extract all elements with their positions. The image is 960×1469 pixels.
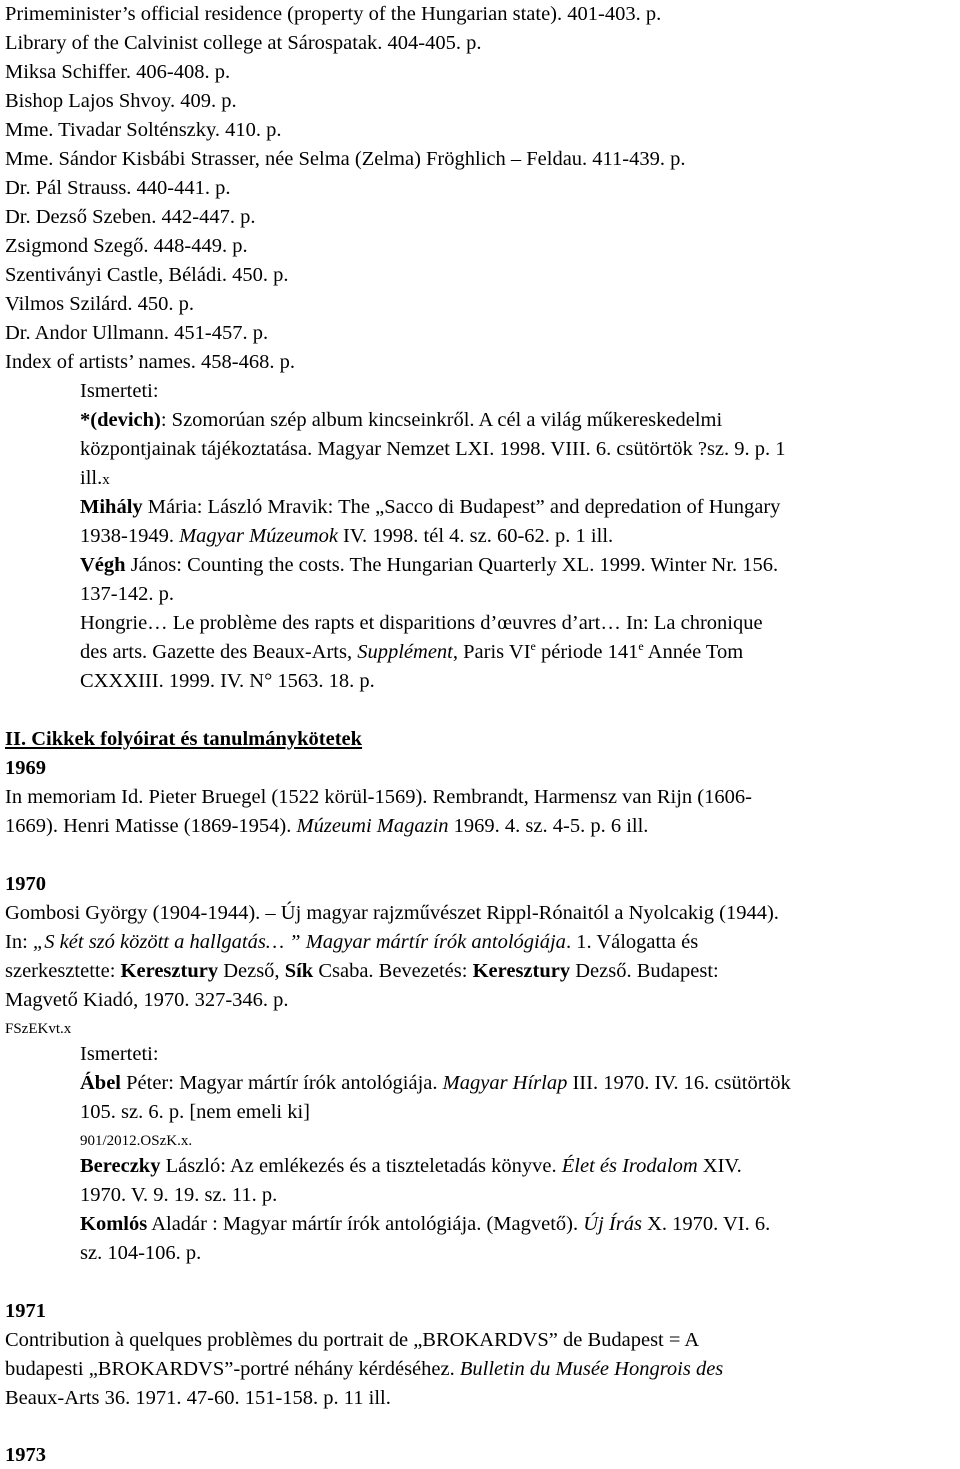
bibliography-entry-cont: [5, 1355, 723, 1383]
review-entry-cont: központjainak tájékoztatása. Magyar Nemzet LXI. 1998. VIII. 6. csütörtök ?sz. 9. p. 1: [80, 438, 786, 460]
list-item: Dr. Andor Ullmann. 451-457. p.: [5, 322, 269, 344]
list-item: Vilmos Szilárd. 450. p.: [5, 293, 194, 315]
review-author: Ábel: [80, 1072, 121, 1094]
year-heading-1970: 1970: [5, 873, 46, 895]
list-item: Dr. Pál Strauss. 440-441. p.: [5, 177, 231, 199]
entry-text: In:: [5, 931, 33, 953]
review-author: *(devich): [80, 409, 161, 431]
bibliography-entry: Contribution à quelques problèmes du portrait de „BROKARDVS” de Budapest = A: [5, 1329, 700, 1351]
review-text: Année Tom: [643, 641, 744, 663]
review-text: IV. 1998. tél 4. sz. 60-62. p. 1 ill.: [337, 525, 614, 547]
review-text: László: Az emlékezés és a tiszteletadás könyve.: [160, 1155, 562, 1177]
list-item: Mme. Tivadar Solténszky. 410. p.: [5, 119, 282, 141]
review-text: X. 1970. VI. 6.: [641, 1213, 771, 1235]
review-author: Mihály: [80, 496, 143, 518]
list-item: Primeminister’s official residence (property of the Hungarian state). 401-403. p.: [5, 3, 662, 25]
review-entry-cont: 1970. V. 9. 19. sz. 11. p.: [80, 1184, 278, 1206]
journal-title: Élet és Irodalom: [561, 1155, 698, 1177]
review-entry: Hongrie… Le problème des rapts et disparitions d’œuvres d’art… In: La chronique: [80, 612, 763, 634]
review-entry-cont: sz. 104-106. p.: [80, 1242, 202, 1264]
entry-text: budapesti „BROKARDVS”-portré néhány kérdéséhez.: [5, 1358, 460, 1380]
bibliography-entry-cont: [5, 812, 648, 840]
list-item: Bishop Lajos Shvoy. 409. p.: [5, 90, 237, 112]
year-heading-1971: 1971: [5, 1300, 46, 1322]
entry-text: Csaba. Bevezetés:: [313, 960, 473, 982]
editor-name: Keresztury: [120, 960, 219, 982]
list-item: Mme. Sándor Kisbábi Strasser, née Selma (Zelma) Fröghlich – Feldau. 411-439. p.: [5, 148, 686, 170]
review-author: Komlós: [80, 1213, 148, 1235]
review-text: période 141: [535, 641, 639, 663]
review-author: Bereczky: [80, 1155, 161, 1177]
year-heading-1969: 1969: [5, 757, 46, 779]
reviews-label: Ismerteti:: [80, 380, 159, 402]
journal-title: Új Írás: [583, 1213, 642, 1235]
list-item: Index of artists’ names. 458-468. p.: [5, 351, 295, 373]
review-text: , Paris VI: [452, 641, 531, 663]
journal-title: Magyar Múzeumok: [179, 525, 338, 547]
review-text: Aladár : Magyar mártír írók antológiája. (Magvető).: [147, 1213, 584, 1235]
journal-title: Supplément: [357, 641, 453, 663]
library-code: FSzEKvt.x: [5, 1021, 72, 1037]
journal-title: Magyar Hírlap: [442, 1072, 568, 1094]
review-text: III. 1970. IV. 16. csütörtök: [567, 1072, 791, 1094]
bibliography-entry: In memoriam Id. Pieter Bruegel (1522 körül-1569). Rembrandt, Harmensz van Rijn (1606-: [5, 786, 752, 808]
section-heading: II. Cikkek folyóirat és tanulmánykötetek: [5, 728, 363, 750]
reviews-label: Ismerteti:: [80, 1043, 159, 1065]
entry-text: 1669). Henri Matisse (1869-1954).: [5, 815, 297, 837]
review-entry-cont: 105. sz. 6. p. [nem emeli ki]: [80, 1101, 311, 1123]
entry-text: 1969. 4. sz. 4-5. p. 6 ill.: [448, 815, 649, 837]
list-item: Miksa Schiffer. 406-408. p.: [5, 61, 231, 83]
entry-text: . 1. Válogatta és: [565, 931, 699, 953]
review-text: XIV.: [697, 1155, 742, 1177]
journal-title: Múzeumi Magazin: [296, 815, 449, 837]
review-text: : Szomorúan szép album kincseinkről. A cél a világ műkereskedelmi: [160, 409, 723, 431]
entry-text: Dezső. Budapest:: [570, 960, 719, 982]
review-author: Végh: [80, 554, 126, 576]
review-text: Péter: Magyar mártír írók antológiája.: [121, 1072, 443, 1094]
review-entry: [80, 551, 778, 579]
superscript: e: [530, 639, 536, 654]
review-entry: [80, 1069, 791, 1097]
editor-name: Keresztury: [472, 960, 571, 982]
review-text: Mária: László Mravik: The „Sacco di Budapest” and depredation of Hungary: [142, 496, 781, 518]
journal-title: Bulletin du Musée Hongrois des: [459, 1358, 724, 1380]
entry-text: szerkesztette:: [5, 960, 121, 982]
library-code: 901/2012.OSzK.x.: [80, 1133, 193, 1149]
list-item: Zsigmond Szegő. 448-449. p.: [5, 235, 248, 257]
review-entry: [80, 1210, 770, 1238]
review-mark: x: [102, 472, 110, 488]
superscript: e: [638, 639, 644, 654]
review-text: des arts. Gazette des Beaux-Arts,: [80, 641, 358, 663]
review-text: János: Counting the costs. The Hungarian Quarterly XL. 1999. Winter Nr. 156.: [125, 554, 779, 576]
review-entry: [80, 1152, 742, 1180]
review-text: 1938-1949.: [80, 525, 180, 547]
bibliography-entry-cont: [5, 928, 698, 956]
bibliography-entry-cont: Beaux-Arts 36. 1971. 47-60. 151-158. p. 11 ill.: [5, 1387, 391, 1409]
review-entry-cont: 137-142. p.: [80, 583, 174, 605]
list-item: Dr. Dezső Szeben. 442-447. p.: [5, 206, 256, 228]
review-entry: [80, 406, 722, 434]
bibliography-entry-cont: [5, 957, 719, 985]
book-title: „S két szó között a hallgatás… ” Magyar mártír írók antológiája: [32, 931, 566, 953]
review-entry: [80, 493, 780, 521]
editor-name: Sík: [284, 960, 314, 982]
year-heading-1973: 1973: [5, 1444, 46, 1466]
list-item: Library of the Calvinist college at Sárospatak. 404-405. p.: [5, 32, 482, 54]
review-entry-cont: [80, 464, 110, 494]
entry-text: Dezső,: [218, 960, 285, 982]
bibliography-entry: Gombosi György (1904-1944). – Új magyar rajzművészet Rippl-Rónaitól a Nyolcakig (1944).: [5, 902, 779, 924]
list-item: Szentiványi Castle, Béládi. 450. p.: [5, 264, 289, 286]
bibliography-entry-cont: Magvető Kiadó, 1970. 327-346. p.: [5, 989, 289, 1011]
review-entry-cont: [80, 638, 743, 666]
review-entry-cont: [80, 522, 613, 550]
review-text: ill.: [80, 467, 103, 489]
review-entry-cont: CXXXIII. 1999. IV. N° 1563. 18. p.: [80, 670, 375, 692]
